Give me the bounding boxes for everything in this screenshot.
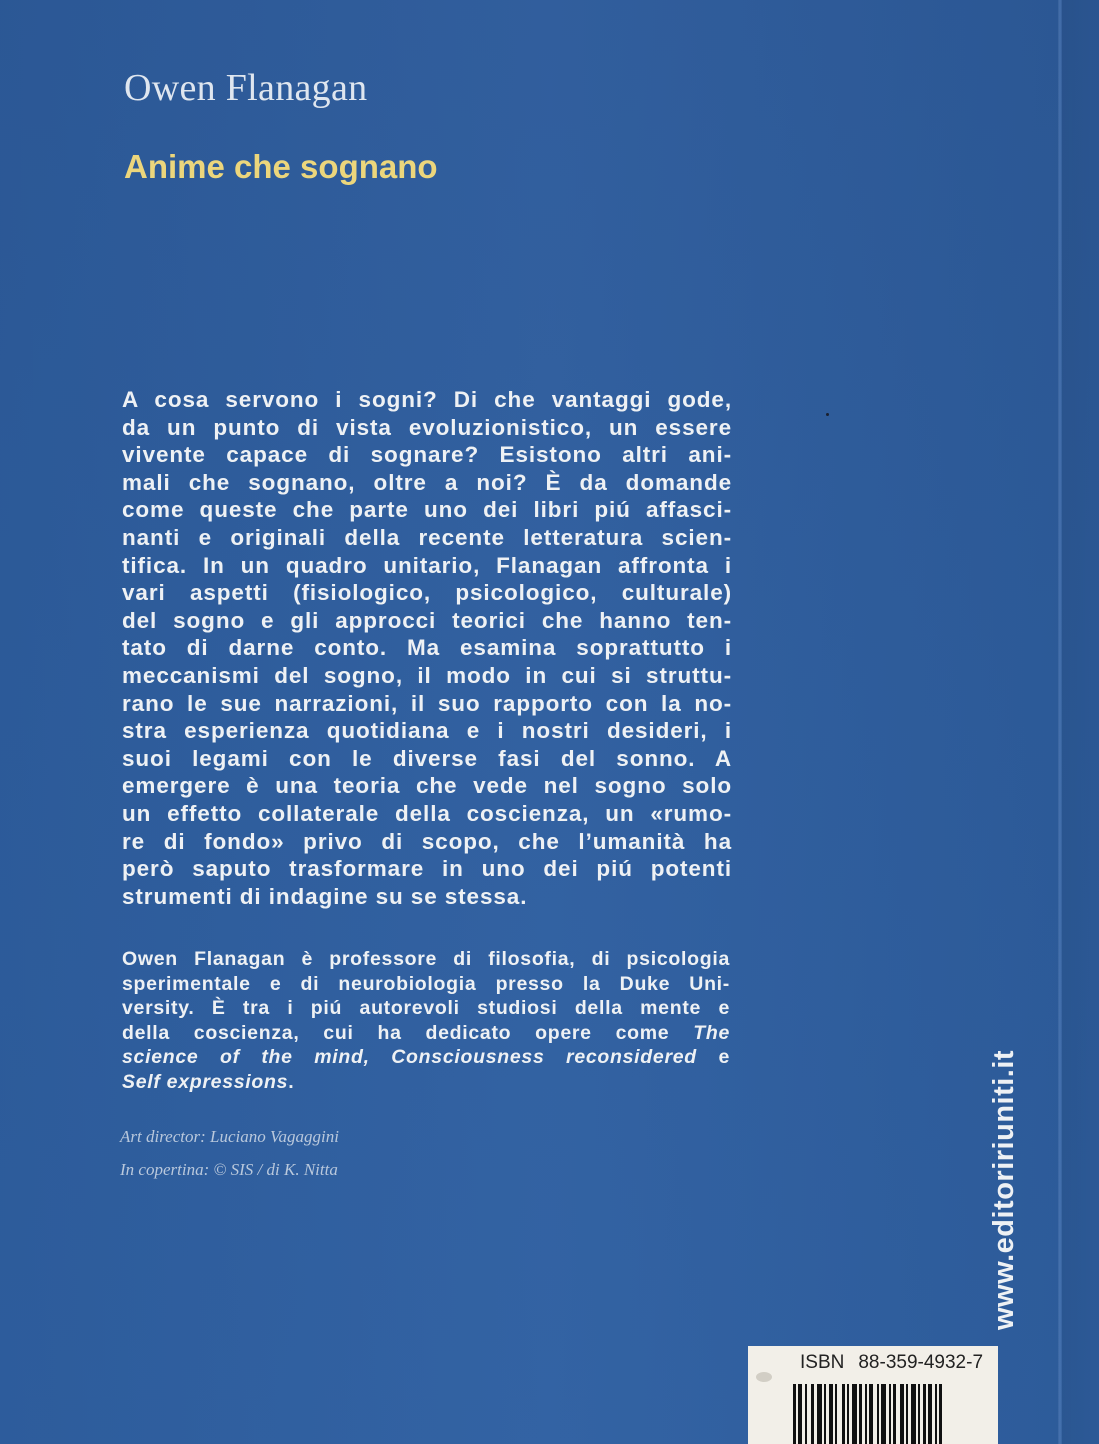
book-title: Anime che sognano <box>124 148 438 185</box>
bio-line <box>122 1045 730 1070</box>
isbn-number: 88-359-4932-7 <box>858 1352 984 1373</box>
isbn-barcode-label <box>748 1346 998 1444</box>
bio-text: e <box>696 1046 730 1069</box>
credits <box>120 1120 339 1186</box>
bio-line: Owen Flanagan è professore di filosofia, di psicologia <box>122 948 730 970</box>
blurb-line: A cosa servono i sogni? Di che vantaggi gode, <box>122 387 732 412</box>
blurb-line: mali che sognano, oltre a noi? È da domande <box>122 469 732 495</box>
work-title-italic: The <box>693 1021 730 1044</box>
work-titles-italic: science of the mind, Consciousness reconsidered <box>122 1046 697 1069</box>
bio-line: sperimentale e di neurobiologia presso la Duke Uni- <box>122 972 730 995</box>
publisher-website: www.editoririuniti.it <box>988 1049 1020 1330</box>
blurb-line: da un punto di vista evoluzionistico, un essere <box>122 414 732 440</box>
blurb-line: però saputo trasformare in uno dei piú potenti <box>122 856 732 882</box>
blurb-line: come queste che parte uno dei libri piú affasci- <box>122 497 732 523</box>
isbn-text <box>800 1352 983 1374</box>
bio-line <box>122 1070 730 1095</box>
bio-text: . <box>288 1070 295 1093</box>
blurb-line: nanti e originali della recente letteratura scien- <box>122 524 732 550</box>
blurb-line: re di fondo» privo di scopo, che l’umanità ha <box>122 828 732 854</box>
blurb-line: tato di darne conto. Ma esamina soprattutto i <box>122 635 732 661</box>
blurb-line: un effetto collaterale della coscienza, un «rumo- <box>122 800 732 826</box>
work-title-italic: Self expressions <box>122 1070 289 1093</box>
spine-edge <box>1062 0 1099 1444</box>
blurb-line: vari aspetti (fisiologico, psicologico, culturale) <box>122 580 732 606</box>
isbn-label: ISBN <box>800 1352 845 1373</box>
print-speck <box>826 413 829 416</box>
art-director-credit: Art director: Luciano Vagaggini <box>120 1127 339 1146</box>
bio-line <box>122 1021 730 1046</box>
bio-text: della coscienza, cui ha dedicato opere come <box>122 1021 694 1044</box>
cover-image-credit: In copertina: © SIS / di K. Nitta <box>120 1160 338 1179</box>
blurb-line: del sogno e gli approcci teorici che hanno ten- <box>122 607 732 633</box>
sticker-mark <box>756 1372 772 1382</box>
blurb-line: stra esperienza quotidiana e i nostri desideri, i <box>122 718 732 744</box>
author-bio <box>122 947 730 1095</box>
blurb-line: tifica. In un quadro unitario, Flanagan affronta i <box>122 552 732 578</box>
blurb-line: strumenti di indagine su se stessa. <box>122 883 528 909</box>
blurb-line: emergere è una teoria che vede nel sogno solo <box>122 773 732 799</box>
blurb-line: suoi legami con le diverse fasi del sonno. A <box>122 745 732 771</box>
blurb-paragraph <box>122 386 732 910</box>
blurb-line: rano le sue narrazioni, il suo rapporto con la no- <box>122 690 732 716</box>
blurb-line: vivente capace di sognare? Esistono altri ani- <box>122 442 732 468</box>
barcode-icon <box>793 1384 993 1444</box>
blurb-line: meccanismi del sogno, il modo in cui si struttu- <box>122 662 732 688</box>
author-name: Owen Flanagan <box>124 67 368 109</box>
bio-line: versity. È tra i piú autorevoli studiosi della mente e <box>122 997 730 1020</box>
